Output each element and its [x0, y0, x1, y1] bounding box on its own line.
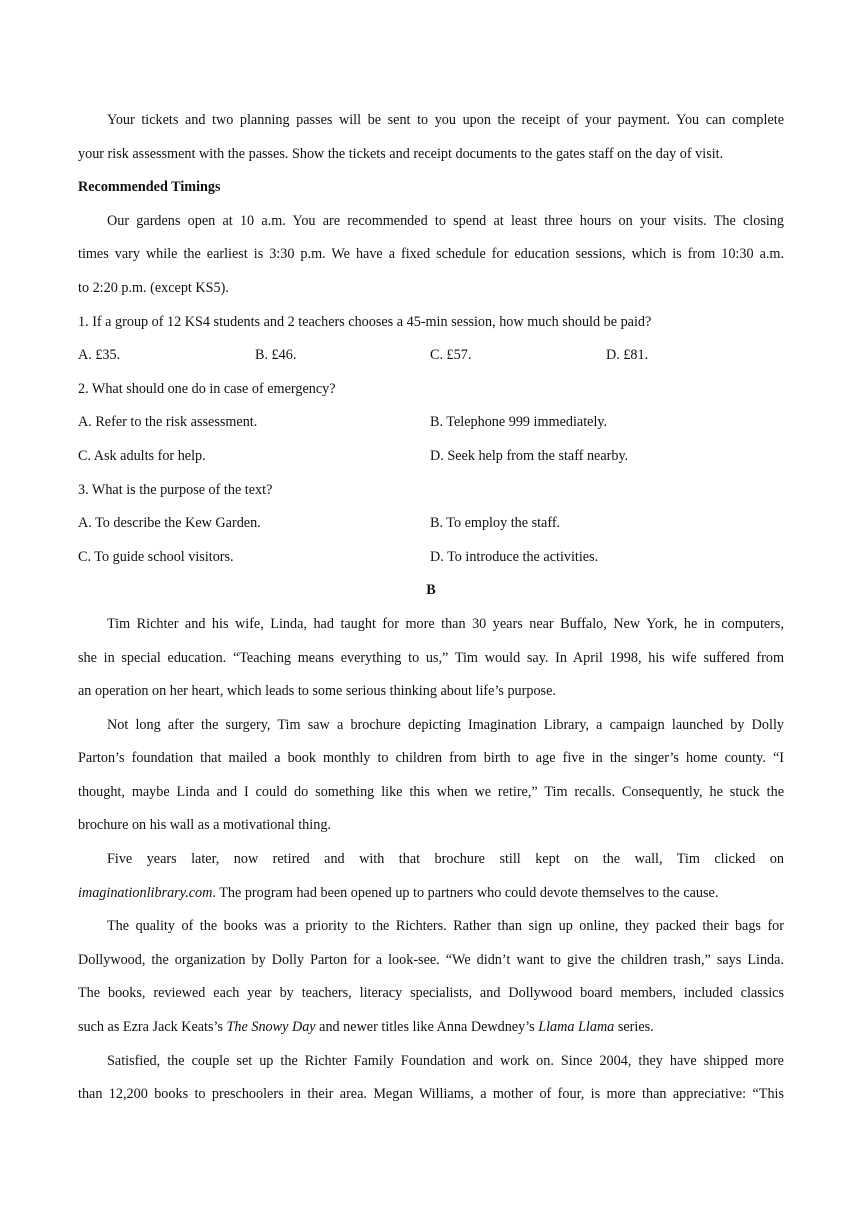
q1-option-b: B. £46.: [255, 347, 297, 364]
book-title-llama-llama: Llama Llama: [538, 1019, 615, 1036]
b-p2-line-4: brochure on his wall as a motivational thing.: [78, 817, 331, 834]
q1-option-c: C. £57.: [430, 347, 472, 364]
b-p2-line-3: thought, maybe Linda and I could do something like this when we retire,” Tim recalls. Consequently, he stuck the: [78, 783, 784, 800]
b-p4-line-2: Dollywood, the organization by Dolly Parton for a look-see. “We didn’t want to give the children trash,” says Linda.: [78, 951, 784, 968]
b-p2-line-2: Parton’s foundation that mailed a book monthly to children from birth to age five in the singer’s home county. “I: [78, 750, 784, 767]
q2-option-a: A. Refer to the risk assessment.: [78, 414, 258, 431]
timings-heading: Recommended Timings: [78, 179, 221, 196]
question-1-stem: 1. If a group of 12 KS4 students and 2 teachers chooses a 45-min session, how much should be paid?: [78, 313, 652, 330]
question-2-stem: 2. What should one do in case of emergency?: [78, 380, 336, 397]
timings-line-3: to 2:20 p.m. (except KS5).: [78, 279, 229, 296]
section-b-heading: B: [426, 582, 436, 599]
question-3-options-row-1: [78, 507, 784, 541]
q1-option-d: D. £81.: [606, 347, 649, 364]
q3-option-c: C. To guide school visitors.: [78, 548, 234, 565]
q2-option-b: B. Telephone 999 immediately.: [430, 414, 608, 431]
intro-line-1: Your tickets and two planning passes will be sent to you upon the receipt of your payment. You can complete: [107, 112, 784, 128]
b-p3-line-1: Five years later, now retired and with that brochure still kept on the wall, Tim clicked on: [107, 851, 784, 868]
book-title-snowy-day: The Snowy Day: [226, 1019, 316, 1036]
b-p5-line-2: than 12,200 books to preschoolers in their area. Megan Williams, a mother of four, is more than appreciative: “This: [78, 1086, 784, 1103]
timings-line-1: Our gardens open at 10 a.m. You are recommended to spend at least three hours on your visits. The closing: [107, 212, 784, 229]
b-p1-line-2: she in special education. “Teaching means everything to us,” Tim would say. In April 1998, his wife suffered from: [78, 649, 784, 666]
q3-option-d: D. To introduce the activities.: [430, 548, 599, 565]
document-page: [78, 104, 784, 1112]
q3-option-b: B. To employ the staff.: [430, 515, 561, 532]
question-3-stem: 3. What is the purpose of the text?: [78, 481, 273, 498]
b-p4-line-4-b: and newer titles like Anna Dewdney’s: [315, 1019, 539, 1036]
q2-option-d: D. Seek help from the staff nearby.: [430, 447, 629, 464]
q2-option-c: C. Ask adults for help.: [78, 447, 206, 464]
question-2-options-row-1: [78, 406, 784, 440]
b-p4-line-1: The quality of the books was a priority to the Richters. Rather than sign up online, they packed their bags for: [107, 918, 784, 935]
b-p4-line-4-c: series.: [614, 1019, 654, 1036]
question-2-options-row-2: [78, 440, 784, 474]
intro-line-2: your risk assessment with the passes. Show the tickets and receipt documents to the gates staff on the day of visit.: [78, 145, 724, 162]
b-p3-line-2-rest: . The program had been opened up to partners who could devote themselves to the cause.: [212, 884, 719, 901]
b-p4-line-3: The books, reviewed each year by teachers, literacy specialists, and Dollywood board members, included classics: [78, 985, 784, 1002]
website-link[interactable]: imaginationlibrary.com: [78, 884, 213, 901]
question-1-options: [78, 339, 784, 373]
timings-line-2: times vary while the earliest is 3:30 p.m. We have a fixed schedule for education sessions, which is from 10:30 a.m.: [78, 246, 784, 263]
b-p4-line-4: [78, 1011, 784, 1045]
question-3-options-row-2: [78, 541, 784, 575]
b-p3-line-2: [78, 877, 784, 911]
b-p5-line-1: Satisfied, the couple set up the Richter Family Foundation and work on. Since 2004, they have shipped more: [107, 1052, 784, 1069]
q1-option-a: A. £35.: [78, 347, 121, 364]
b-p2-line-1: Not long after the surgery, Tim saw a brochure depicting Imagination Library, a campaign launched by Dolly: [107, 716, 784, 733]
q3-option-a: A. To describe the Kew Garden.: [78, 515, 261, 532]
b-p1-line-1: Tim Richter and his wife, Linda, had taught for more than 30 years near Buffalo, New York, he in computers,: [107, 615, 784, 632]
b-p4-line-4-a: such as Ezra Jack Keats’s: [78, 1019, 227, 1036]
b-p1-line-3: an operation on her heart, which leads to some serious thinking about life’s purpose.: [78, 683, 556, 700]
